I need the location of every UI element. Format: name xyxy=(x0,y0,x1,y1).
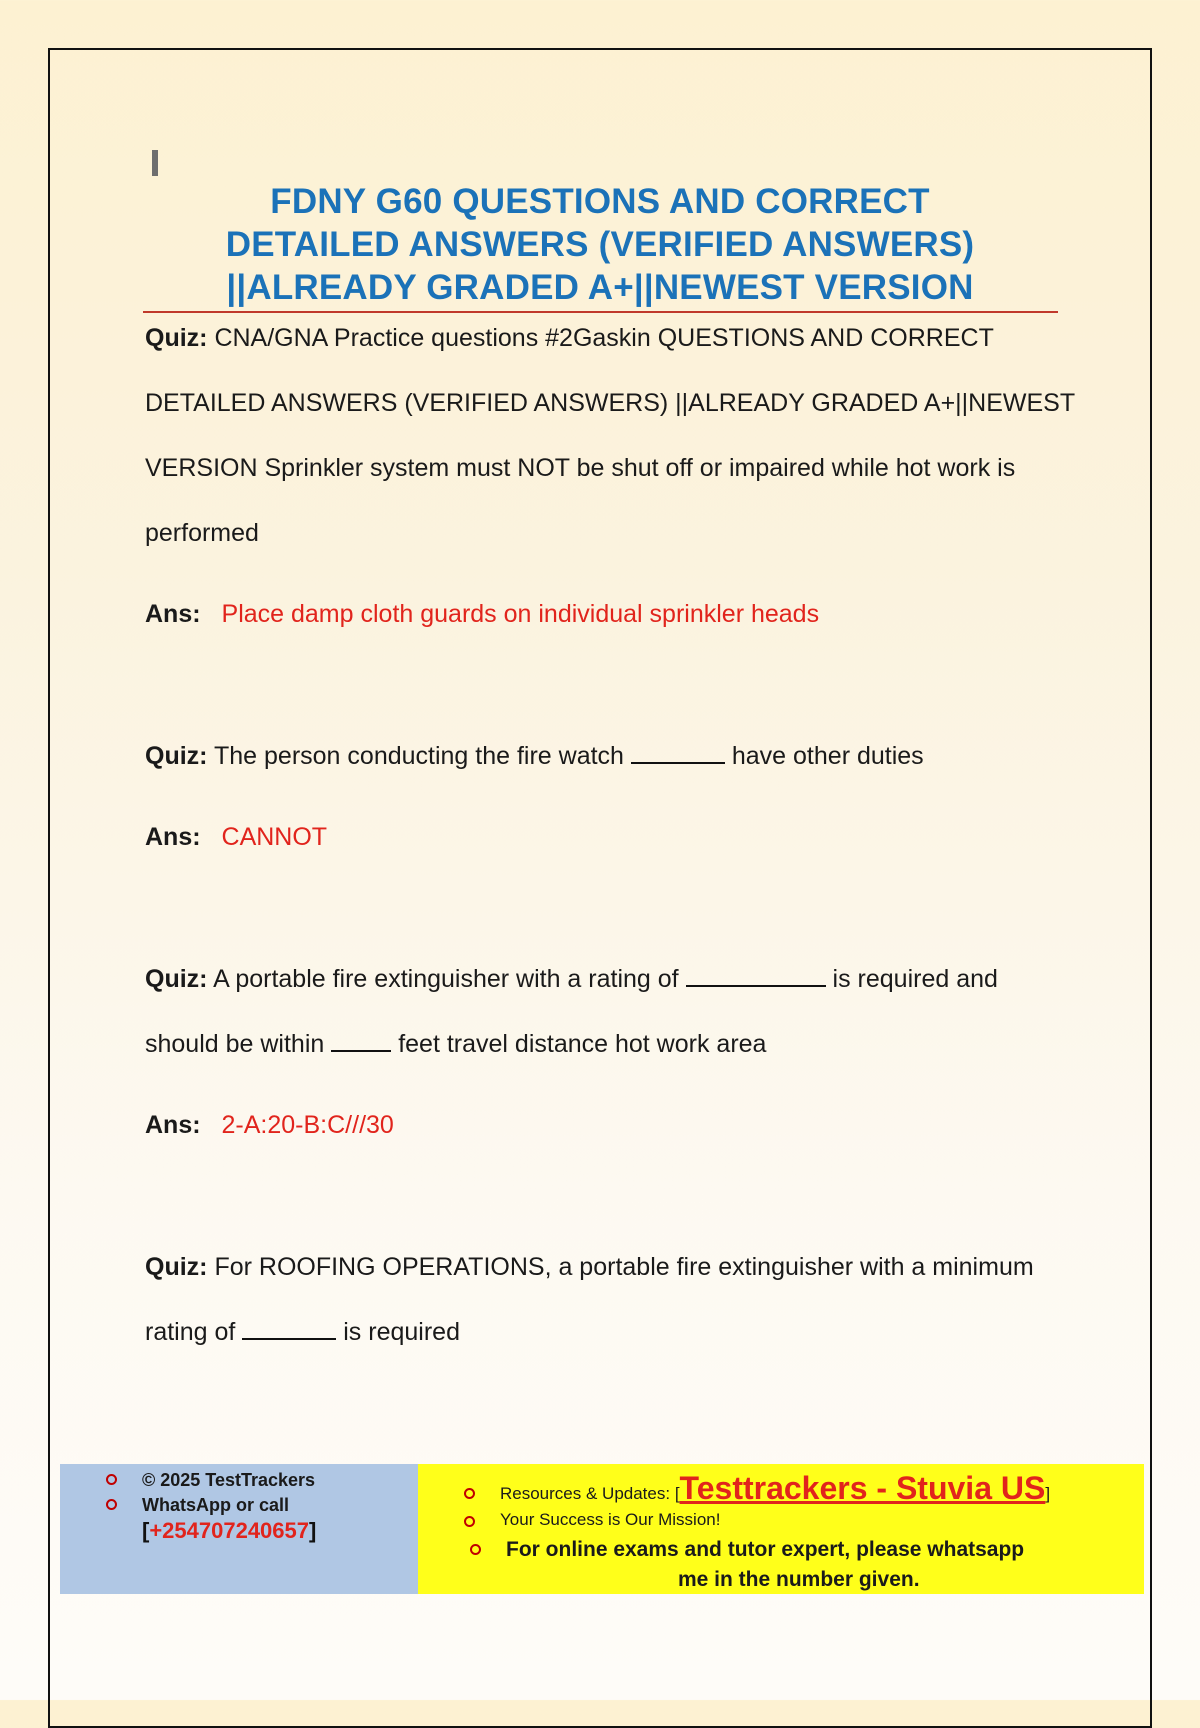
bullet-icon xyxy=(464,1488,475,1499)
quiz-label: Quiz: xyxy=(145,324,208,352)
quiz-question-start: The person conducting the fire watch xyxy=(214,742,624,770)
resources-label: Resources & Updates: xyxy=(500,1484,671,1503)
answer-blank xyxy=(631,742,725,764)
quiz-item-1 xyxy=(145,306,1075,566)
phone-number-value[interactable]: +254707240657 xyxy=(149,1518,309,1543)
title-line-3: ||ALREADY GRADED A+||NEWEST VERSION xyxy=(226,268,974,307)
quiz-item-2 xyxy=(145,742,1075,771)
answer-blank xyxy=(242,1318,336,1340)
answer-blank xyxy=(686,965,826,987)
answer-value: CANNOT xyxy=(221,823,328,851)
answer-value: Place damp cloth guards on individual sprinkler heads xyxy=(221,600,820,628)
answer-2 xyxy=(145,823,1075,852)
resources-line: Resources & Updates: [Testtrackers - Stuvia US] xyxy=(500,1470,1051,1506)
footer-promo-panel xyxy=(418,1464,1144,1594)
quiz-question-part-3: feet travel distance hot work area xyxy=(398,1030,767,1058)
tutor-text-line-2: me in the number given. xyxy=(678,1568,920,1591)
whatsapp-label: WhatsApp or call xyxy=(142,1495,290,1515)
phone-number[interactable]: [+254707240657] xyxy=(142,1518,317,1543)
stuvia-link[interactable]: Testtrackers - Stuvia US xyxy=(679,1470,1046,1506)
answer-label: Ans: xyxy=(145,1111,201,1139)
bullet-icon xyxy=(106,1474,117,1485)
quiz-item-3 xyxy=(145,947,1075,1077)
answer-label: Ans: xyxy=(145,823,201,851)
title-line-1: FDNY G60 QUESTIONS AND CORRECT xyxy=(270,182,930,221)
quiz-question-end: is required xyxy=(343,1318,460,1346)
footer-contact-panel xyxy=(60,1464,418,1594)
mission-text: Your Success is Our Mission! xyxy=(500,1510,721,1529)
quiz-label: Quiz: xyxy=(145,742,208,770)
answer-3 xyxy=(145,1111,1075,1140)
quiz-question-part-1: A portable fire extinguisher with a rating of xyxy=(213,965,679,993)
quiz-question-start: For ROOFING OPERATIONS, a portable fire extinguisher with a minimum rating of xyxy=(145,1253,1034,1346)
quiz-question: CNA/GNA Practice questions #2Gaskin QUESTIONS AND CORRECT DETAILED ANSWERS (VERIFIED ANSWERS) ||ALREADY GRADED A+||NEWEST VERSION Sprinkler system must NOT be shut off or impaired while hot work is performed xyxy=(145,324,1075,547)
bullet-icon xyxy=(470,1544,481,1555)
answer-value: 2-A:20-B:C///30 xyxy=(221,1111,394,1139)
copyright-text: © 2025 TestTrackers xyxy=(142,1470,316,1490)
answer-label: Ans: xyxy=(145,600,201,628)
document-title xyxy=(145,180,1055,309)
quiz-question-part-2: is required and should be within xyxy=(145,965,998,1058)
bullet-icon xyxy=(464,1516,475,1527)
quiz-label: Quiz: xyxy=(145,1253,208,1281)
quiz-question-end: have other duties xyxy=(731,742,924,770)
quiz-item-4 xyxy=(145,1235,1075,1365)
tutor-text-line-1: For online exams and tutor expert, please whatsapp xyxy=(506,1538,1025,1561)
title-line-2: DETAILED ANSWERS (VERIFIED ANSWERS) xyxy=(225,225,975,264)
quiz-label: Quiz: xyxy=(145,965,208,993)
answer-1 xyxy=(145,600,1075,629)
bullet-icon xyxy=(106,1499,117,1510)
text-cursor xyxy=(152,150,158,176)
answer-blank xyxy=(331,1030,391,1052)
